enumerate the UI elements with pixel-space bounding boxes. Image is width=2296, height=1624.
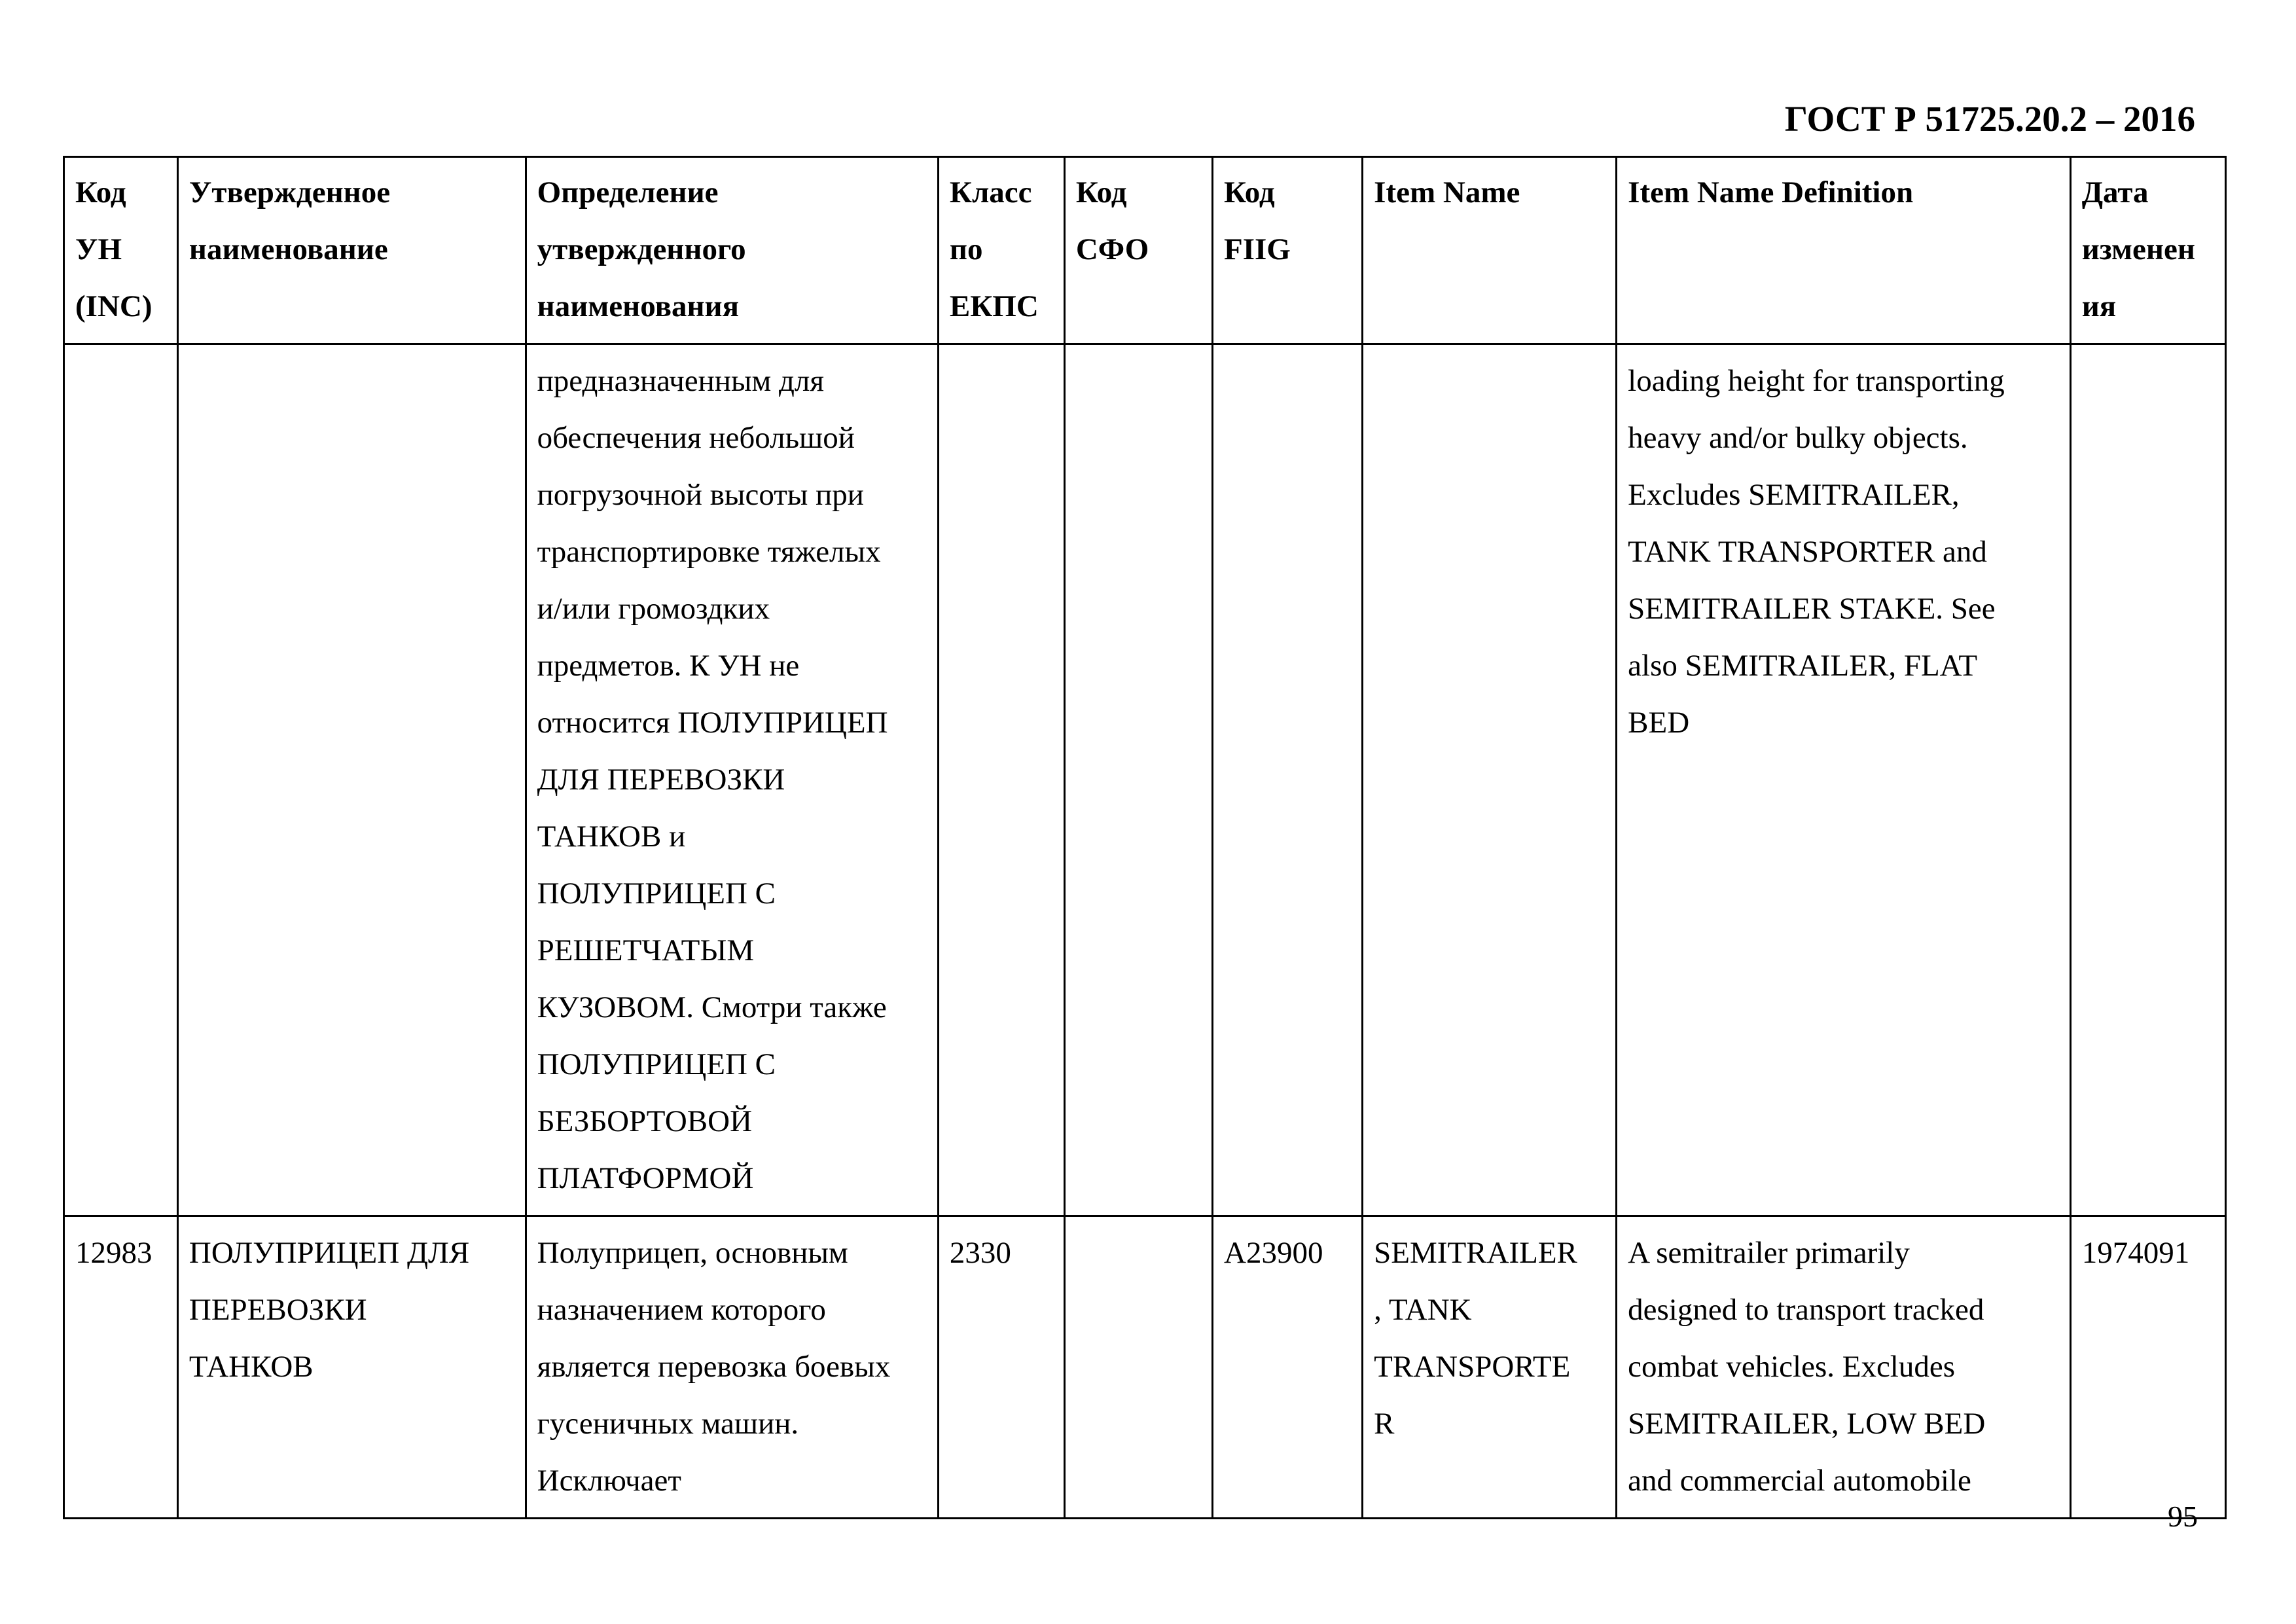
cell-class [938,344,1064,1216]
header-inc: Код УН (INC) [64,157,178,344]
cell-fiig: A23900 [1213,1216,1363,1519]
cell-definition: предназначенным для обеспечения небольшой погрузочной высоты при транспортировке тяжелых и/или громоздких предметов. К УН не относится ПОЛУПРИЦЕП ДЛЯ ПЕРЕВОЗКИ ТАНКОВ и ПОЛУПРИЦЕП С РЕШЕТЧАТЫМ КУЗОВОМ. Смотри также ПОЛУПРИЦЕП С БЕЗБОРТОВОЙ ПЛАТФОРМОЙ [526,344,938,1216]
cell-item-name-definition: A semitrailer primarily designed to transport tracked combat vehicles. Excludes SEMITRAILER, LOW BED and commercial automobile [1617,1216,2071,1519]
cell-approved-name: ПОЛУПРИЦЕП ДЛЯ ПЕРЕВОЗКИ ТАНКОВ [177,1216,526,1519]
cell-sfo [1064,1216,1212,1519]
cell-definition: Полуприцеп, основным назначением которого является перевозка боевых гусеничных машин. Исключает [526,1216,938,1519]
table-row [64,344,2226,1216]
header-sfo: Код СФО [1064,157,1212,344]
header-class: Класс по ЕКПС [938,157,1064,344]
table-header-row [64,157,2226,344]
header-date: Дата изменен ия [2070,157,2225,344]
header-definition: Определение утвержденного наименования [526,157,938,344]
header-item-name: Item Name [1363,157,1617,344]
cell-inc: 12983 [64,1216,178,1519]
document-header: ГОСТ Р 51725.20.2 – 2016 [1784,99,2195,139]
header-item-name-definition: Item Name Definition [1617,157,2071,344]
header-fiig: Код FIIG [1213,157,1363,344]
cell-date: 1974091 [2070,1216,2225,1519]
cell-sfo [1064,344,1212,1216]
page-number: 95 [2168,1500,2198,1533]
cell-approved-name [177,344,526,1216]
cell-fiig [1213,344,1363,1216]
header-approved-name: Утвержденное наименование [177,157,526,344]
cell-date [2070,344,2225,1216]
table-row [64,1216,2226,1519]
cell-class: 2330 [938,1216,1064,1519]
cell-inc [64,344,178,1216]
cell-item-name: SEMITRAILER , TANK TRANSPORTE R [1363,1216,1617,1519]
cell-item-name-definition: loading height for transporting heavy and/or bulky objects. Excludes SEMITRAILER, TANK TRANSPORTER and SEMITRAILER STAKE. See also SEMITRAILER, FLAT BED [1617,344,2071,1216]
catalog-table [63,156,2227,1519]
cell-item-name [1363,344,1617,1216]
